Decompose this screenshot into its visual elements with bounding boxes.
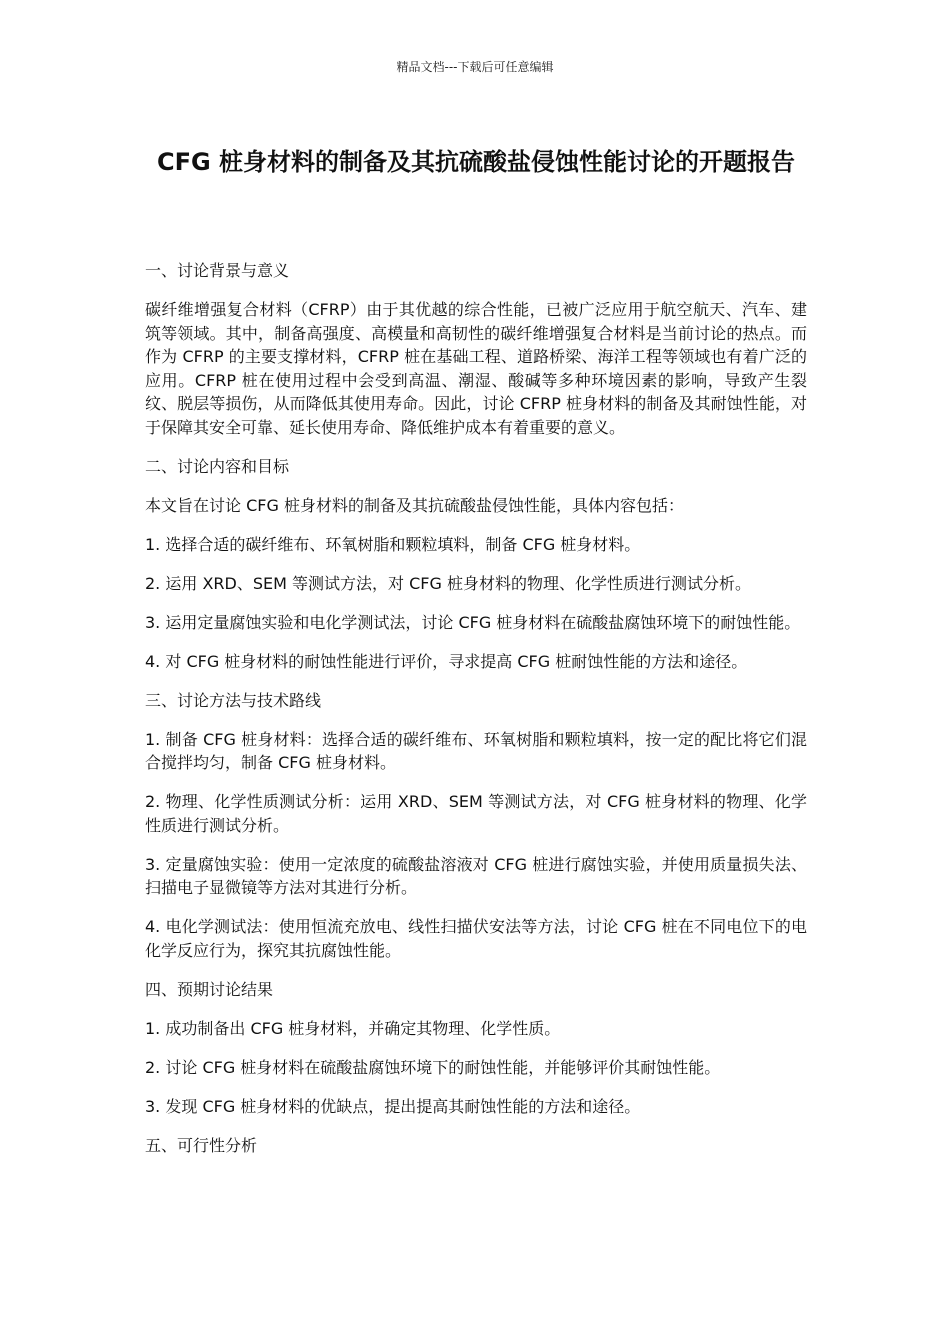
section-heading-content-goals: 二、讨论内容和目标 xyxy=(145,456,290,476)
document-title: CFG 桩身材料的制备及其抗硫酸盐侵蚀性能讨论的开题报告 xyxy=(156,148,796,176)
list-item-content-2: 2. 运用 XRD、SEM 等测试方法，对 CFG 桩身材料的物理、化学性质进行测试分析。 xyxy=(145,573,751,593)
section-heading-feasibility: 五、可行性分析 xyxy=(145,1135,258,1155)
list-item-content-4: 4. 对 CFG 桩身材料的耐蚀性能进行评价，寻求提高 CFG 桩耐蚀性能的方法和途径。 xyxy=(145,651,748,671)
list-item-result-2: 2. 讨论 CFG 桩身材料在硫酸盐腐蚀环境下的耐蚀性能，并能够评价其耐蚀性能。 xyxy=(145,1057,721,1077)
list-item-content-1: 1. 选择合适的碳纤维布、环氧树脂和颗粒填料，制备 CFG 桩身材料。 xyxy=(145,534,641,554)
section-heading-methods: 三、讨论方法与技术路线 xyxy=(145,690,322,710)
document-body xyxy=(145,259,807,1173)
paragraph-background: 碳纤维增强复合材料（CFRP）由于其优越的综合性能，已被广泛应用于航空航天、汽车、建筑等领域。其中，制备高强度、高模量和高韧性的碳纤维增强复合材料是当前讨论的热点。而作为 CFRP 的主要支撑材料，CFRP 桩在基础工程、道路桥梁、海洋工程等领域也有着广泛的应用。CFRP 桩在使用过程中会受到高温、潮湿、酸碱等多种环境因素的影响，导致产生裂纹、脱层等损伤，从而降低其使用寿命。因此，讨论 CFRP 桩身材料的制备及其耐蚀性能，对于保障其安全可靠、延长使用寿命、降低维护成本有着重要的意义。 xyxy=(145,300,807,437)
section-heading-expected-results: 四、预期讨论结果 xyxy=(145,979,274,999)
paragraph-content-intro: 本文旨在讨论 CFG 桩身材料的制备及其抗硫酸盐侵蚀性能，具体内容包括： xyxy=(145,495,684,515)
list-item-method-3: 3. 定量腐蚀实验：使用一定浓度的硫酸盐溶液对 CFG 桩进行腐蚀实验，并使用质量损失法、扫描电子显微镜等方法对其进行分析。 xyxy=(145,854,807,897)
list-item-content-3: 3. 运用定量腐蚀实验和电化学测试法，讨论 CFG 桩身材料在硫酸盐腐蚀环境下的耐蚀性能。 xyxy=(145,612,801,632)
list-item-method-2: 2. 物理、化学性质测试分析：运用 XRD、SEM 等测试方法，对 CFG 桩身材料的物理、化学性质进行测试分析。 xyxy=(145,792,807,835)
list-item-result-3: 3. 发现 CFG 桩身材料的优缺点，提出提高其耐蚀性能的方法和途径。 xyxy=(145,1096,641,1116)
list-item-result-1: 1. 成功制备出 CFG 桩身材料，并确定其物理、化学性质。 xyxy=(145,1018,561,1038)
header-note: 精品文档---下载后可任意编辑 xyxy=(396,60,554,74)
section-heading-background: 一、讨论背景与意义 xyxy=(145,261,290,280)
list-item-method-4: 4. 电化学测试法：使用恒流充放电、线性扫描伏安法等方法，讨论 CFG 桩在不同电位下的电化学反应行为，探究其抗腐蚀性能。 xyxy=(145,917,807,960)
list-item-method-1: 1. 制备 CFG 桩身材料：选择合适的碳纤维布、环氧树脂和颗粒填料，按一定的配比将它们混合搅拌均匀，制备 CFG 桩身材料。 xyxy=(145,729,807,772)
